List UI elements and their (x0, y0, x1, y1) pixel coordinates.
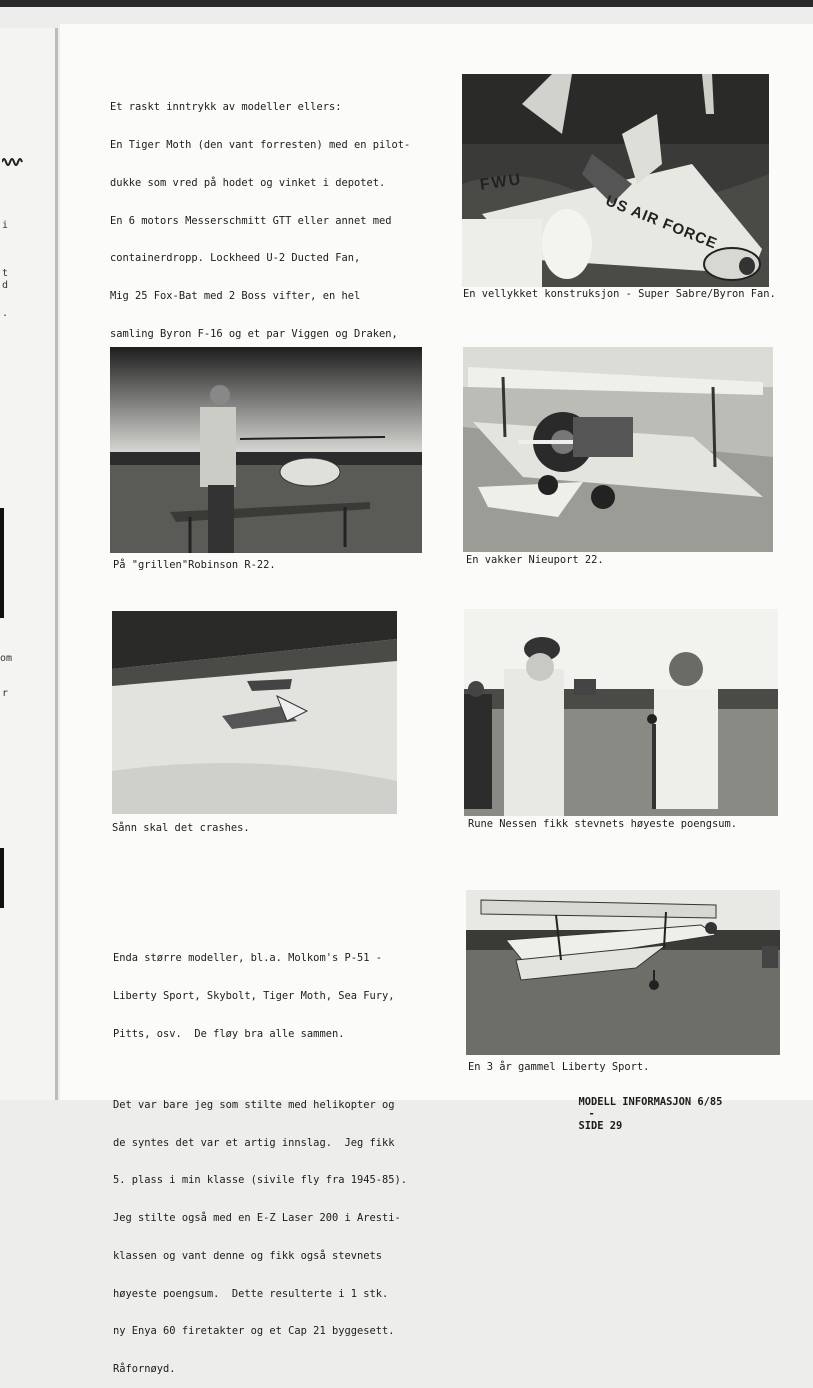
text-line: En 6 motors Messerschmitt GTT eller annet med (110, 214, 392, 227)
caption-robinson: På "grillen"Robinson R-22. (113, 559, 276, 571)
scan-top-edge (0, 0, 813, 7)
photo-text-usaf: US AIR FORCE (603, 192, 720, 253)
text-line: ny Enya 60 firetakter og et Cap 21 byggesett. (113, 1325, 395, 1338)
text-line: klassen og vant denne og fikk også stevnets (113, 1249, 382, 1262)
photo-super-sabre (462, 74, 769, 287)
text-line: de syntes det var et artig innslag. Jeg fikk (113, 1136, 395, 1149)
previous-page-edge (0, 28, 58, 1100)
photo-robinson (110, 347, 422, 553)
caption-liberty-sport: En 3 år gammel Liberty Sport. (468, 1061, 650, 1073)
caption-rune-nessen: Rune Nessen fikk stevnets høyeste poengsum. (468, 818, 737, 830)
caption-nieuport: En vakker Nieuport 22. (466, 554, 604, 566)
page-footer (566, 1084, 722, 1132)
caption-crash: Sånn skal det crashes. (112, 822, 250, 834)
photo-text-fwu: FWU (478, 171, 524, 194)
page-gutter (55, 28, 58, 1100)
photo-rune-nessen (464, 609, 778, 816)
text-line: Råfornøyd. (113, 1363, 176, 1376)
text-line (113, 1066, 407, 1074)
text-line: dukke som vred på hodet og vinket i depotet. (110, 176, 386, 189)
prev-page-fragment: . (2, 308, 9, 319)
footer-separator: - (588, 1108, 595, 1120)
photo-crash (112, 611, 397, 814)
text-line: samling Byron F-16 og et par Viggen og Draken, (110, 327, 398, 340)
prev-page-fragment: om (0, 653, 13, 664)
photo-liberty-sport (466, 890, 780, 1055)
prev-page-fragment: r (2, 688, 9, 699)
squiggle-mark-icon (2, 156, 24, 166)
prev-page-bar (0, 508, 4, 618)
text-line: 5. plass i min klasse (sivile fly fra 1945-85). (113, 1174, 408, 1187)
text-line: Mig 25 Fox-Bat med 2 Boss vifter, en hel (110, 290, 361, 303)
photo-nieuport (463, 347, 773, 552)
prev-page-bar (0, 848, 4, 908)
footer-page-number: SIDE 29 (578, 1120, 623, 1132)
text-line: En Tiger Moth (den vant forresten) med en pilot- (110, 138, 411, 151)
prev-page-fragment: d (2, 280, 9, 291)
text-line: Det var bare jeg som stilte med helikopter og (113, 1098, 395, 1111)
text-line: Liberty Sport, Skybolt, Tiger Moth, Sea Fury, (113, 989, 395, 1002)
text-line: Jeg stilte også med en E-Z Laser 200 i Aresti- (113, 1212, 401, 1225)
text-line: containerdropp. Lockheed U-2 Ducted Fan, (110, 252, 361, 265)
text-line: høyeste poengsum. Dette resulterte i 1 stk. (113, 1287, 389, 1300)
footer-magazine: MODELL INFORMASJON 6/85 (578, 1096, 723, 1108)
text-line: Enda større modeller, bl.a. Molkom's P-51 - (113, 952, 382, 965)
caption-super-sabre: En vellykket konstruksjon - Super Sabre/Byron Fan. (463, 288, 776, 300)
prev-page-fragment: t (2, 268, 9, 279)
closing-paragraph (113, 927, 407, 1388)
text-line: Pitts, osv. De fløy bra alle sammen. (113, 1027, 345, 1040)
prev-page-fragment: i (2, 220, 9, 231)
text-line: Et raskt inntrykk av modeller ellers: (110, 101, 342, 114)
